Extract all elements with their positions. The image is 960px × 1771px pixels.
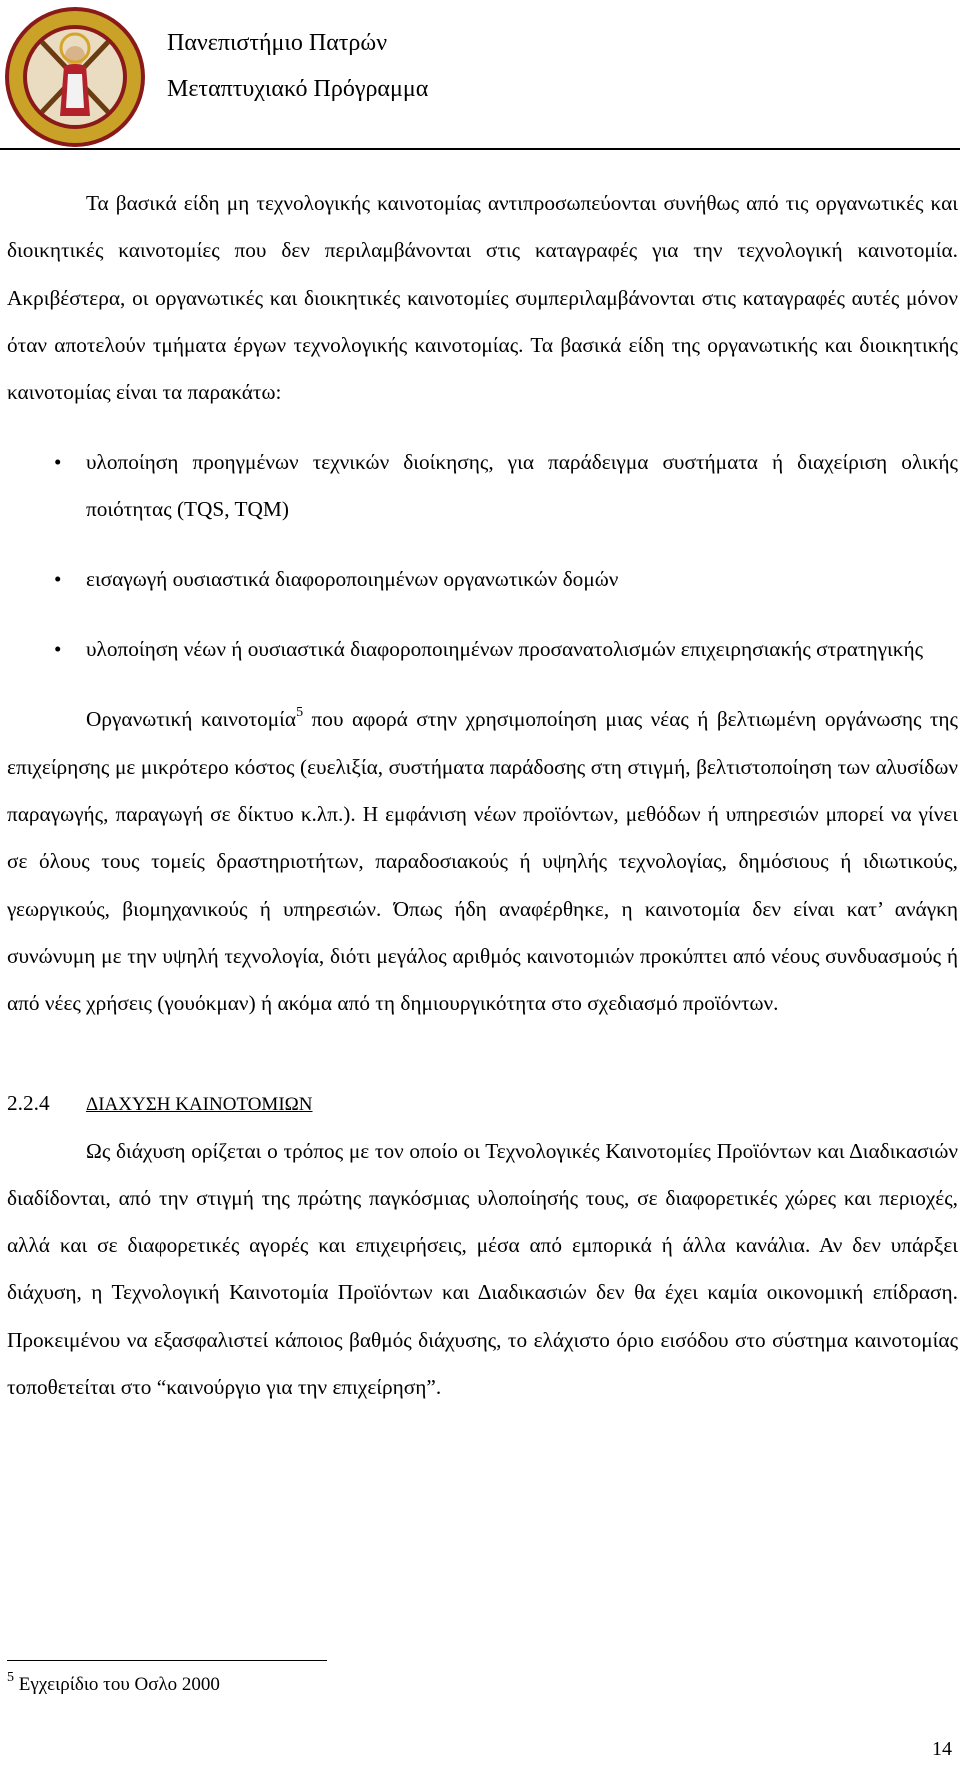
paragraph-2 <box>7 696 958 1027</box>
list-item-text: εισαγωγή ουσιαστικά διαφοροποιημένων οργανωτικών δομών <box>86 567 619 592</box>
section-number: 2.2.4 <box>7 1090 50 1115</box>
paragraph-2-start: Οργανωτική καινοτομία <box>86 707 297 732</box>
header-divider <box>0 148 960 150</box>
list-item-text: υλοποίηση νέων ή ουσιαστικά διαφοροποιημένων προσανατολισμών επιχειρησιακής στρατηγικής <box>86 637 924 662</box>
program-name: Μεταπτυχιακό Πρόγραμμα <box>167 76 429 102</box>
section-title: ΔΙΑΧΥΣΗ ΚΑΙΝΟΤΟΜΙΩΝ <box>86 1093 313 1115</box>
footnote-mark: 5 <box>7 1669 14 1685</box>
list-item <box>7 626 958 673</box>
page-header <box>0 0 960 150</box>
bullet-icon: • <box>54 450 62 475</box>
document-body <box>7 180 958 1411</box>
university-seal-logo <box>2 4 148 150</box>
paragraph-3: Ως διάχυση ορίζεται ο τρόπος με τον οποίο οι Τεχνολογικές Καινοτομίες Προϊόντων και Διαδικασιών διαδίδονται, από την στιγμή της πρώτης παγκόσμιας υλοποίησής τους, σε διαφορετικές χώρες και περιοχές, αλλά και σε διαφορετικές αγορές και επιχειρήσεις, μέσα από εμπορικά ή άλλα κανάλια. Αν δεν υπάρξει διάχυση, η Τεχνολογική Καινοτομία Προϊόντων και Διαδικασιών δεν θα έχει καμία οικονομική επίδραση. Προκειμένου να εξασφαλιστεί κάποιος βαθμός διάχυσης, το ελάχιστο όριο εισόδου στο σύστημα καινοτομίας τοποθετείται στο “καινούργιο για την επιχείρηση”. <box>7 1138 958 1400</box>
footnote-divider <box>7 1660 327 1661</box>
page-number: 14 <box>932 1738 952 1760</box>
list-item-text: υλοποίηση προηγμένων τεχνικών διοίκησης, για παράδειγμα συστήματα ή διαχείριση ολικής ποιότητας (TQS, TQM) <box>86 450 958 522</box>
footnote-text: Εγχειρίδιο του Οσλο 2000 <box>14 1674 220 1695</box>
footnote-reference[interactable]: 5 <box>296 705 304 721</box>
section-heading <box>7 1080 958 1128</box>
paragraph-2-rest: που αφορά στην χρησιμοποίηση μιας νέας ή βελτιωμένη οργάνωσης της επιχείρησης με μικρότερο κόστος (ευελιξία, συστήματα παράδοσης στη στιγμή, βελτιστοποίηση των αλυσίδων παραγωγής, παραγωγή σε δίκτυο κ.λπ.). Η εμφάνιση νέων προϊόντων, μεθόδων ή υπηρεσιών μπορεί να γίνει σε όλους τους τομείς δραστηριοτήτων, παραδοσιακούς ή υψηλής τεχνολογίας, δημόσιους ή ιδιωτικούς, γεωργικούς, βιομηχανικούς ή υπηρεσιών. Όπως ήδη αναφέρθηκε, η καινοτομία δεν είναι κατ’ ανάγκη συνώνυμη με την υψηλή τεχνολογία, διότι μεγάλος αριθμός καινοτομιών προκύπτει από νέους συνδυασμούς ή από νέες χρήσεις (γουόκμαν) ή ακόμα από τη δημιουργικότητα στο σχεδιασμό προϊόντων. <box>7 707 958 1016</box>
list-item <box>7 439 958 533</box>
list-item <box>7 556 958 603</box>
bullet-icon: • <box>54 567 62 592</box>
paragraph-1: Τα βασικά είδη μη τεχνολογικής καινοτομίας αντιπροσωπεύονται συνήθως από τις οργανωτικές και διοικητικές καινοτομίες που δεν περιλαμβάνονται στις καταγραφές για την τεχνολογική καινοτομία. Ακριβέστερα, οι οργανωτικές και διοικητικές καινοτομίες συμπεριλαμβάνονται στις καταγραφές αυτές μόνον όταν αποτελούν τμήματα έργων τεχνολογικής καινοτομίας. Τα βασικά είδη της οργανωτικής και διοικητικής καινοτομίας είναι τα παρακάτω: <box>7 191 958 405</box>
university-name: Πανεπιστήμιο Πατρών <box>167 30 388 56</box>
bullet-list <box>7 439 958 673</box>
footnote <box>7 1669 220 1698</box>
bullet-icon: • <box>54 637 62 662</box>
